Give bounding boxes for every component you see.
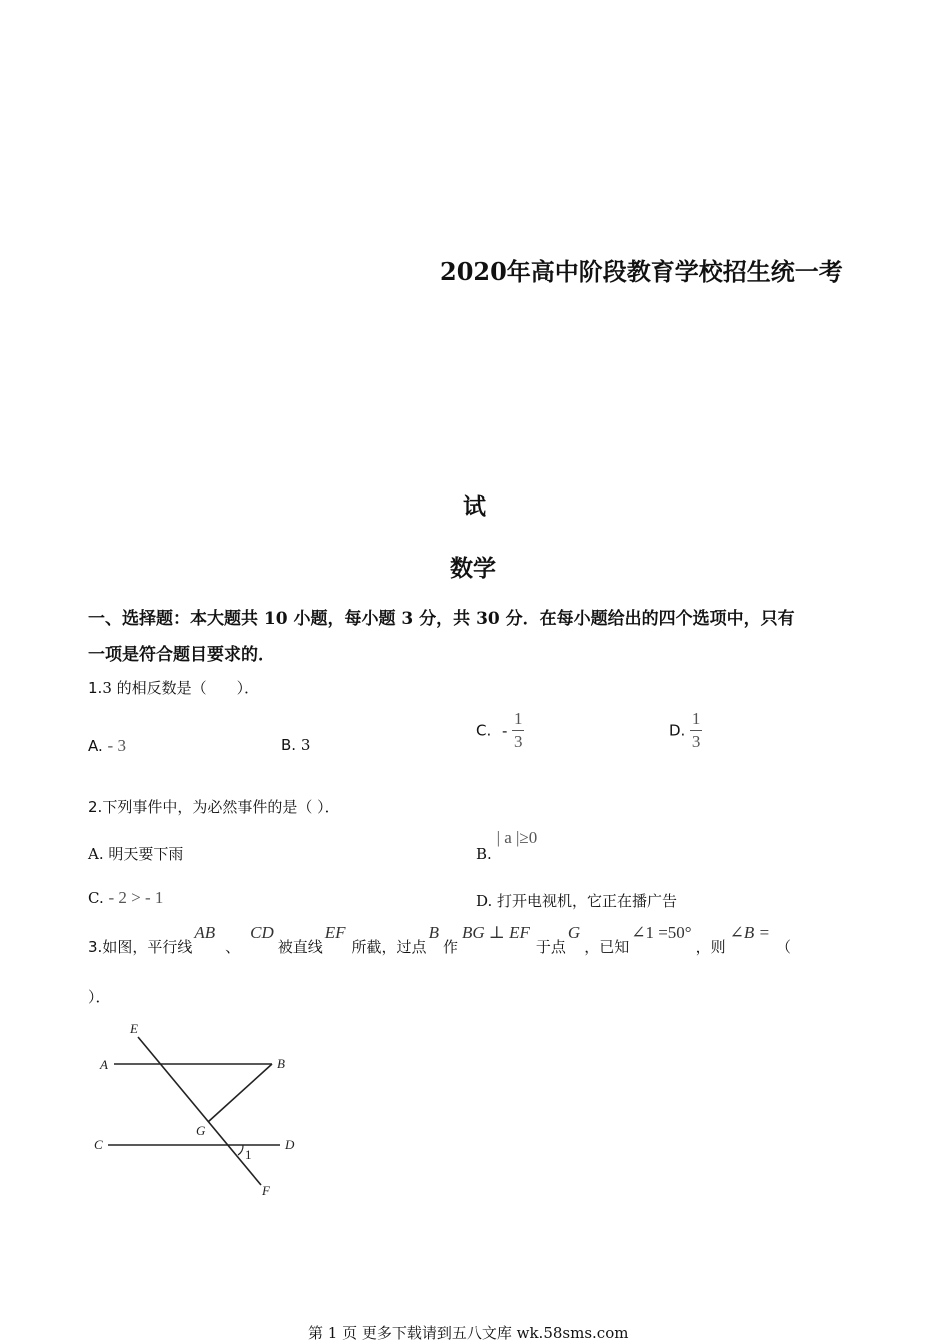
q3-closing: ）． [88,988,111,1006]
option-label: A. [88,737,103,755]
q1-option-c [476,710,524,751]
question-number: 1. [88,679,103,697]
q2-option-d [476,890,677,911]
q3-text-8: ，则 [695,938,726,956]
q1-option-a [88,736,126,756]
label-e: E [130,1021,138,1036]
heading-shi: 试 [463,493,486,520]
option-value: 明天要下雨 [108,845,184,863]
numerator: 1 [513,709,523,728]
question-1 [88,677,259,698]
label-angle-1: 1 [245,1147,252,1162]
q2-option-a [88,843,183,864]
option-label: C. [476,721,492,740]
option-label: B. [281,736,297,754]
option-value: - 2 > - 1 [108,888,164,907]
segment-bg [208,1064,272,1122]
q3-math-angleb: ∠B = [729,923,770,942]
q3-text-2: 、 [225,938,241,956]
option-label: D. [669,721,686,740]
fraction-bar [512,730,524,731]
q3-text-9: （ [775,938,791,956]
q1-option-b [281,736,310,754]
label-f: F [262,1183,270,1198]
q3-text-5: 作 [442,938,458,956]
q3-text-4: 所截，过点 [351,938,427,956]
q2-option-b [476,828,538,863]
q3-math-cd: CD [250,923,274,942]
fraction [690,710,702,751]
fraction-bar [690,730,702,731]
fraction-sign: - [502,721,508,740]
numerator: 1 [691,709,701,728]
label-a: A [100,1057,108,1072]
option-value: 打开电视机，它正在播广告 [497,892,678,910]
page-footer: 第 1 页 更多下载请到五八文库 wk.58sms.com [308,1324,629,1342]
heading-subject: 数学 [450,555,496,582]
question-3 [88,922,791,956]
option-value: - 3 [107,736,126,755]
option-value: 3 [300,736,311,754]
question-text: 3 的相反数是（ ）． [102,679,260,697]
q3-text-7: ，已知 [584,938,630,956]
q3-math-angle1: ∠1 =50° [631,923,692,942]
denominator: 3 [513,732,523,751]
q3-math-bg-perp-ef: BG ⊥ EF [461,923,530,942]
fraction [512,710,524,751]
angle-1-arc [238,1145,243,1155]
exam-title: 2020年高中阶段教育学校招生统一考 [440,257,843,286]
label-g: G [196,1123,206,1138]
option-value: | a |≥0 [496,828,538,847]
option-label: B. [476,845,492,863]
q3-text-3: 被直线 [277,938,323,956]
label-b: B [277,1056,285,1071]
question-number: 2. [88,798,103,816]
question-2 [88,796,340,817]
section-header-line2: 一项是符合题目要求的． [88,645,275,665]
q3-math-g: G [567,923,581,942]
label-c: C [94,1137,103,1152]
q1-option-d [669,710,702,751]
q3-text-6: 于点 [535,938,566,956]
label-d: D [285,1137,295,1152]
q3-geometry-figure [88,1015,318,1205]
question-number: 3. [88,938,103,956]
option-label: A. [88,845,104,863]
q3-text-1: 如图，平行线 [102,938,193,956]
q3-math-ef: EF [324,923,346,942]
q2-option-c [88,888,163,908]
denominator: 3 [691,732,701,751]
option-label: D. [476,892,493,910]
line-ef [138,1037,261,1185]
q3-math-b: B [428,923,439,942]
section-header-line1: 一、选择题：本大题共 10 小题，每小题 3 分，共 30 分．在每小题给出的四个选项中，只有 [88,609,795,629]
q3-math-ab: AB [194,923,216,942]
option-label: C. [88,889,104,907]
question-text: 下列事件中，为必然事件的是（ ）． [102,798,340,816]
